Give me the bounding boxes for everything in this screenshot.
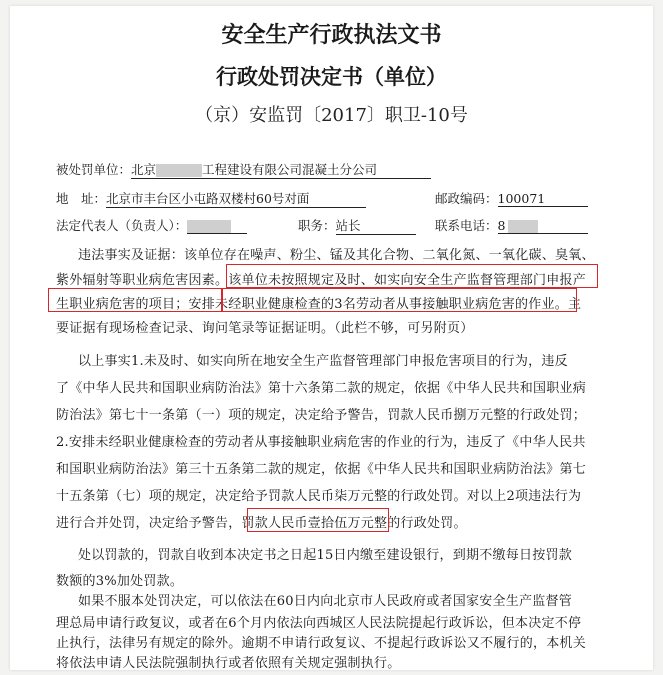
body-line: 生职业病危害的项目；安排未经职业健康检查的3名劳动者从事接触职业病危害的作业。主 — [56, 297, 582, 312]
address-row — [56, 189, 366, 208]
postcode-row — [435, 189, 588, 207]
body-line: 了《中华人民共和国职业病防治法》第十六条第二款的规定，依据《中华人民共和国职业病 — [56, 381, 587, 396]
redaction-block — [187, 220, 231, 233]
body-line: 十五条第（七）项的规定，决定给予罚款人民币柒万元整的行政处罚。对以上2项违法行为 — [56, 489, 582, 504]
highlight-box-declare-cont — [48, 288, 222, 312]
party-row — [56, 160, 431, 179]
postcode-label: 邮政编码： — [435, 191, 498, 206]
highlight-box-declare — [226, 264, 598, 288]
body-line: 2.安排未经职业健康检查的劳动者从事接触职业病危害的作业的行为，违反了《中华人民共 — [56, 435, 586, 450]
body-line: 数额的3%加处罚款。 — [56, 574, 184, 589]
body-line: 进行合并处罚，决定给予警告，罚款人民币壹拾伍万元整的行政处罚。 — [56, 516, 467, 531]
body-line: 要证据有现场检查记录、询问笔录等证据证明。（此栏不够，可另附页） — [56, 321, 474, 336]
highlight-box-total-fine — [247, 508, 389, 532]
address-label: 地 址： — [56, 191, 107, 206]
body-line: 理总局申请行政复议，或者在6个月内依法向西城区人民法院提起行政诉讼，但本决定不停 — [56, 616, 582, 631]
body-line: 违法事实及证据：该单位存在噪声、粉尘、锰及其化合物、二氧化氮、一氧化碳、臭氧、 — [78, 248, 595, 263]
doc-series-title: 安全生产行政执法文书 — [221, 23, 442, 48]
body-line: 处以罚款的，罚款自收到本决定书之日起15日内缴至建设银行，到期不缴每日按罚款 — [78, 548, 573, 563]
position-value: 站长 — [336, 216, 416, 235]
rep-value — [187, 218, 247, 234]
document-page — [10, 6, 653, 670]
body-line: 止执行，法律另有规定的除外。逾期不申请行政复议、不提起行政诉讼又不履行的，本机关 — [56, 636, 587, 651]
body-line: 将依法申请人民法院强制执行或者依照有关规定强制执行。 — [56, 656, 401, 671]
doc-title: 行政处罚决定书（单位） — [216, 65, 447, 89]
body-line: 防治法》第七十一条第（一）项的规定，决定给予警告，罚款人民币捌万元整的行政处罚； — [56, 408, 587, 423]
party-label: 被处罚单位： — [56, 162, 132, 177]
party-value: 北京 工程建设有限公司混凝土分公司 — [131, 160, 431, 179]
body-line: 如果不服本处罚决定，可以依法在60日内向北京市人民政府或者国家安全生产监督管 — [78, 594, 573, 609]
position-label: 职务： — [298, 218, 336, 233]
position-row — [298, 216, 416, 235]
rep-label: 法定代表人（负责人）： — [56, 218, 188, 233]
doc-number: （京）安监罚〔2017〕职卫-10号 — [195, 105, 468, 126]
address-value: 北京市丰台区小屯路双楼村60号对面 — [106, 189, 366, 208]
phone-label: 联系电话： — [435, 218, 498, 233]
body-line: 紫外辐射等职业病危害因素。该单位未按照规定及时、如实向安全生产监督管理部门申报产 — [56, 273, 587, 288]
redaction-block — [508, 220, 538, 233]
body-line: 和国职业病防治法》第三十五条第二款的规定，依据《中华人民共和国职业病防治法》第七 — [56, 462, 587, 477]
highlight-box-exam — [222, 288, 577, 312]
redaction-block — [156, 164, 202, 177]
postcode-value: 100071 — [498, 191, 588, 207]
body-line: 以上事实1.未及时、如实向所在地安全生产监督管理部门申报危害项目的行为，违反 — [78, 354, 568, 369]
phone-row — [435, 216, 588, 234]
phone-value: 8 — [498, 218, 588, 234]
rep-row — [56, 216, 247, 234]
